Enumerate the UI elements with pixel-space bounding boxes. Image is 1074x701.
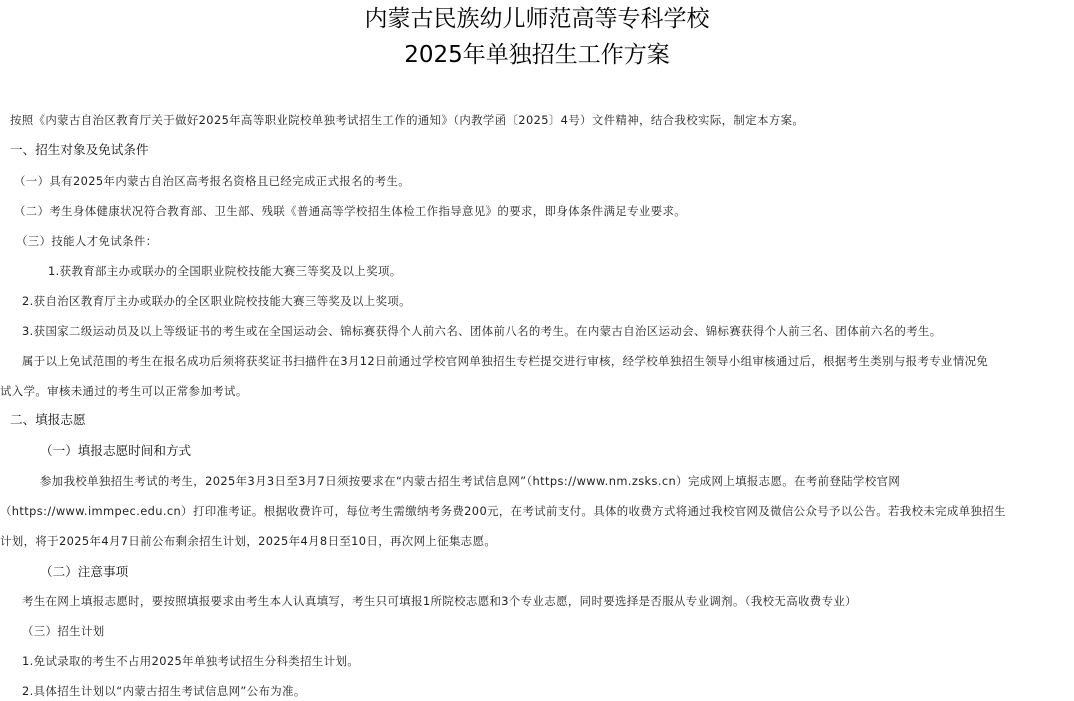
section1-sub3: 3.获国家二级运动员及以上等级证书的考生或在全国运动会、锦标赛获得个人前六名、团体前八名的考生。在内蒙古自治区运动会、锦标赛获得个人前三名、团体前六名的考生。 (22, 324, 942, 338)
section2-sub2-heading: （二）注意事项 (40, 564, 129, 579)
section2-sub3-item2: 2.具体招生计划以“内蒙古招生考试信息网”公布为准。 (22, 684, 306, 698)
section2-sub1-line1: 参加我校单独招生考试的考生，2025年3月3日至3月7日须按要求在“内蒙古招生考试信息网”（https://www.nm.zsks.cn）完成网上填报志愿。在考前登陆学校官网 (40, 474, 901, 488)
section1-heading: 一、招生对象及免试条件 (10, 142, 149, 157)
document-subtitle: 2025年单独招生工作方案 (404, 42, 670, 68)
section1-note-line2: 试入学。审核未通过的考生可以正常参加考试。 (0, 384, 248, 398)
intro-paragraph: 按照《内蒙古自治区教育厅关于做好2025年高等职业院校单独考试招生工作的通知》（内教学函〔2025〕4号）文件精神，结合我校实际，制定本方案。 (10, 113, 805, 127)
section1-item2: （二）考生身体健康状况符合教育部、卫生部、残联《普通高等学校招生体检工作指导意见》的要求，即身体条件满足专业要求。 (14, 204, 687, 218)
section2-sub3-heading: （三）招生计划 (22, 624, 105, 638)
section1-note-line1: 属于以上免试范围的考生在报名成功后须将获奖证书扫描件在3月12日前通过学校官网单独招生专栏提交进行审核，经学校单独招生领导小组审核通过后，根据考生类别与报考专业情况免 (22, 354, 989, 368)
section2-sub2-line1: 考生在网上填报志愿时，要按照填报要求由考生本人认真填写，考生只可填报1所院校志愿和3个专业志愿，同时要选择是否服从专业调剂。（我校无高收费专业） (22, 594, 857, 608)
section1-sub2: 2.获自治区教育厅主办或联办的全区职业院校技能大赛三等奖及以上奖项。 (22, 294, 411, 308)
section1-sub1: 1.获教育部主办或联办的全国职业院校技能大赛三等奖及以上奖项。 (48, 264, 402, 278)
section2-sub3-item1: 1.免试录取的考生不占用2025年单独考试招生分科类招生计划。 (22, 654, 360, 668)
section2-sub1-heading: （一）填报志愿时间和方式 (40, 443, 192, 458)
section1-item1: （一）具有2025年内蒙古自治区高考报名资格且已经完成正式报名的考生。 (14, 174, 411, 188)
document-title: 内蒙古民族幼儿师范高等专科学校 (364, 6, 710, 32)
section2-sub1-line2: （https://www.immpec.edu.cn）打印准考证。根据收费许可，每位考生需缴纳考务费200元，在考试前支付。具体的收费方式将通过我校官网及微信公众号予以公告。若我校未完成单独招生 (0, 504, 1006, 518)
section1-item3: （三）技能人才免试条件： (16, 234, 158, 248)
section2-heading: 二、填报志愿 (10, 412, 86, 427)
section2-sub1-line3: 计划，将于2025年4月7日前公布剩余招生计划，2025年4月8日至10日，再次网上征集志愿。 (0, 534, 497, 548)
